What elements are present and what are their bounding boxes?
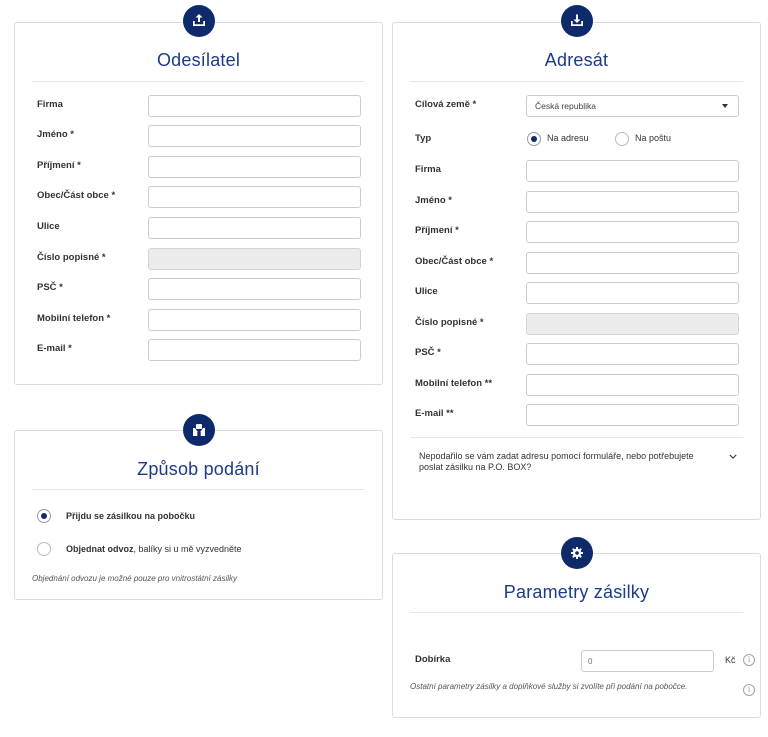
recipient-country-label: Cílová země * bbox=[415, 99, 477, 110]
cod-input[interactable] bbox=[581, 650, 714, 672]
submission-note: Objednání odvozu je možné pouze pro vnitrostátní zásilky bbox=[32, 574, 238, 583]
submission-card bbox=[14, 430, 383, 600]
recipient-company-label: Firma bbox=[415, 164, 441, 175]
radio-to-post-office[interactable] bbox=[615, 132, 629, 146]
sender-house-number-input bbox=[148, 248, 361, 270]
sender-row-house-number bbox=[15, 248, 382, 270]
order-pickup-rest: , balíky si u mě vyzvedněte bbox=[133, 544, 242, 554]
sender-company-input[interactable] bbox=[148, 95, 361, 117]
recipient-city-label: Obec/Část obce * bbox=[415, 256, 494, 267]
radio-drop-at-branch-label[interactable]: Přijdu se zásilkou na pobočku bbox=[66, 511, 196, 521]
recipient-row-country bbox=[393, 95, 760, 117]
recipient-row-street bbox=[393, 282, 760, 304]
recipient-type-label: Typ bbox=[415, 133, 432, 144]
recipient-street-label: Ulice bbox=[415, 286, 438, 297]
submission-title-divider bbox=[32, 489, 365, 490]
recipient-phone-label: Mobilní telefon ** bbox=[415, 378, 493, 389]
sender-phone-label: Mobilní telefon * bbox=[37, 313, 111, 324]
recipient-card bbox=[392, 22, 761, 520]
sender-card bbox=[14, 22, 383, 385]
sender-row-zip bbox=[15, 278, 382, 300]
caret-down-icon bbox=[722, 104, 728, 108]
sender-zip-input[interactable] bbox=[148, 278, 361, 300]
submission-title: Způsob podání bbox=[137, 459, 260, 479]
recipient-row-zip bbox=[393, 343, 760, 365]
recipient-row-company bbox=[393, 160, 760, 182]
sender-email-input[interactable] bbox=[148, 339, 361, 361]
sender-row-phone bbox=[15, 309, 382, 331]
gear-icon bbox=[561, 537, 593, 569]
recipient-row-type bbox=[393, 129, 760, 151]
recipient-country-select[interactable] bbox=[526, 95, 739, 117]
sender-phone-input[interactable] bbox=[148, 309, 361, 331]
recipient-title: Adresát bbox=[544, 50, 609, 70]
sender-last-name-label: Příjmení * bbox=[37, 160, 81, 171]
sender-city-input[interactable] bbox=[148, 186, 361, 208]
recipient-help-text: Nepodařilo se vám zadat adresu pomocí formuláře, nebo potřebujete poslat zásilku na P.O. BOX? bbox=[419, 451, 694, 472]
recipient-email-input[interactable] bbox=[526, 404, 739, 426]
sender-row-street bbox=[15, 217, 382, 239]
recipient-help-toggle[interactable] bbox=[419, 451, 739, 477]
recipient-email-label: E-mail ** bbox=[415, 408, 454, 419]
sender-first-name-label: Jméno * bbox=[37, 129, 74, 140]
recipient-row-house-number bbox=[393, 313, 760, 335]
download-tray-icon bbox=[561, 5, 593, 37]
radio-order-pickup[interactable] bbox=[37, 542, 51, 556]
recipient-phone-input[interactable] bbox=[526, 374, 739, 396]
recipient-last-name-input[interactable] bbox=[526, 221, 739, 243]
sender-row-first-name bbox=[15, 125, 382, 147]
sender-first-name-input[interactable] bbox=[148, 125, 361, 147]
radio-order-pickup-label[interactable] bbox=[66, 544, 242, 554]
sender-last-name-input[interactable] bbox=[148, 156, 361, 178]
radio-drop-at-branch[interactable] bbox=[37, 509, 51, 523]
recipient-company-input[interactable] bbox=[526, 160, 739, 182]
recipient-last-name-label: Příjmení * bbox=[415, 225, 459, 236]
cod-label: Dobírka bbox=[415, 654, 451, 665]
recipient-row-phone bbox=[393, 374, 760, 396]
parameters-card bbox=[392, 553, 761, 718]
chevron-down-icon bbox=[729, 454, 737, 459]
recipient-city-input[interactable] bbox=[526, 252, 739, 274]
handover-icon bbox=[183, 414, 215, 446]
parameters-note: Ostatní parametry zásilky a doplňkové služby si zvolíte při podání na pobočce. bbox=[410, 682, 688, 691]
sender-row-email bbox=[15, 339, 382, 361]
recipient-house-number-input bbox=[526, 313, 739, 335]
recipient-first-name-input[interactable] bbox=[526, 191, 739, 213]
recipient-zip-input[interactable] bbox=[526, 343, 739, 365]
recipient-zip-label: PSČ * bbox=[415, 347, 441, 358]
radio-to-post-office-label[interactable]: Na poštu bbox=[635, 133, 672, 143]
recipient-first-name-label: Jméno * bbox=[415, 195, 452, 206]
sender-row-city bbox=[15, 186, 382, 208]
parameters-info-icon[interactable]: i bbox=[743, 684, 755, 696]
recipient-help-divider bbox=[410, 437, 743, 438]
upload-tray-icon bbox=[183, 5, 215, 37]
recipient-street-input[interactable] bbox=[526, 282, 739, 304]
recipient-house-number-label: Číslo popisné * bbox=[415, 317, 484, 328]
sender-title-divider bbox=[32, 81, 365, 82]
parameters-title: Parametry zásilky bbox=[503, 582, 650, 602]
sender-row-company bbox=[15, 95, 382, 117]
radio-to-address[interactable] bbox=[527, 132, 541, 146]
cod-info-icon[interactable]: i bbox=[743, 654, 755, 666]
recipient-country-value: Česká republika bbox=[535, 101, 596, 111]
recipient-title-divider bbox=[410, 81, 743, 82]
sender-row-last-name bbox=[15, 156, 382, 178]
sender-street-label: Ulice bbox=[37, 221, 60, 232]
radio-to-address-label[interactable]: Na adresu bbox=[547, 133, 589, 143]
sender-title: Odesílatel bbox=[156, 50, 241, 70]
sender-house-number-label: Číslo popisné * bbox=[37, 252, 106, 263]
recipient-row-city bbox=[393, 252, 760, 274]
order-pickup-bold: Objednat odvoz bbox=[66, 544, 134, 554]
cod-unit: Kč bbox=[725, 655, 736, 665]
parameters-title-divider bbox=[410, 612, 743, 613]
sender-company-label: Firma bbox=[37, 99, 63, 110]
sender-zip-label: PSČ * bbox=[37, 282, 63, 293]
recipient-row-last-name bbox=[393, 221, 760, 243]
sender-city-label: Obec/Část obce * bbox=[37, 190, 116, 201]
sender-street-input[interactable] bbox=[148, 217, 361, 239]
sender-email-label: E-mail * bbox=[37, 343, 72, 354]
recipient-row-first-name bbox=[393, 191, 760, 213]
parameters-row-cod bbox=[393, 650, 760, 672]
recipient-row-email bbox=[393, 404, 760, 426]
